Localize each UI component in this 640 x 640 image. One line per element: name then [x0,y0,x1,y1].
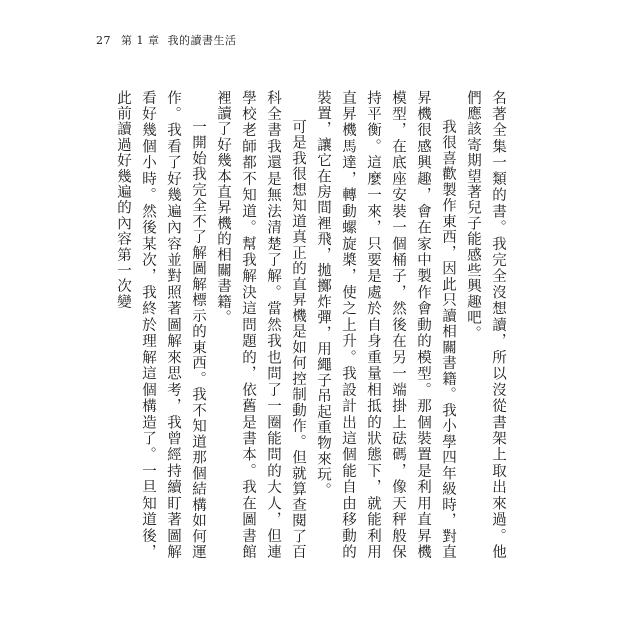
page-number: 27 [96,34,111,47]
body-text [115,90,510,560]
paragraph: 一開始我完全不了解圖解標示的東西。我不知道那個結構如何運作。我看了好幾遍內容並對照著圖解來思考，我曾經持續盯著圖解看好幾個小時。然後某次，我終於理解這個構造了。一旦知道後，此前讀過好幾遍的內容第一次變 [115,90,206,560]
running-header [96,32,237,48]
chapter-title: 我的讀書生活 [167,34,237,47]
paragraph: 名著全集一類的書。我完全沒想讀，所以沒從書架上取出來過。他們應該寄期望著兒子能感些興趣吧。 [465,90,506,560]
chapter-label: 第 1 章 [121,34,160,47]
paragraph: 我很喜歡製作東西，因此只讀相關書籍。我小學四年級時，對直昇機很感興趣，會在家中製作會動的模型。那個裝置是利用直昇機模型，在底座安裝一個桶子，然後在另一端掛上砝碼，像天秤般保持平衡。這麼一來，只要是處於自身重量相抵的狀態下，就能利用直昇機馬達，轉動螺旋槳，使之上升。我設計出這個能自由移動的裝置，讓它在房間裡飛，拋擲炸彈，用繩子吊起重物來玩。 [315,90,456,560]
paragraph: 可是我很想知道真正的直昇機是如何控制動作。但就算查閱了百科全書我還是無法清楚了解。當然我也問了一圈能問的大人，但連學校老師都不知道。幫我解決這問題的，依舊是書本。我在圖書館裡讀了好幾本直昇機的相關書籍。 [215,90,306,560]
